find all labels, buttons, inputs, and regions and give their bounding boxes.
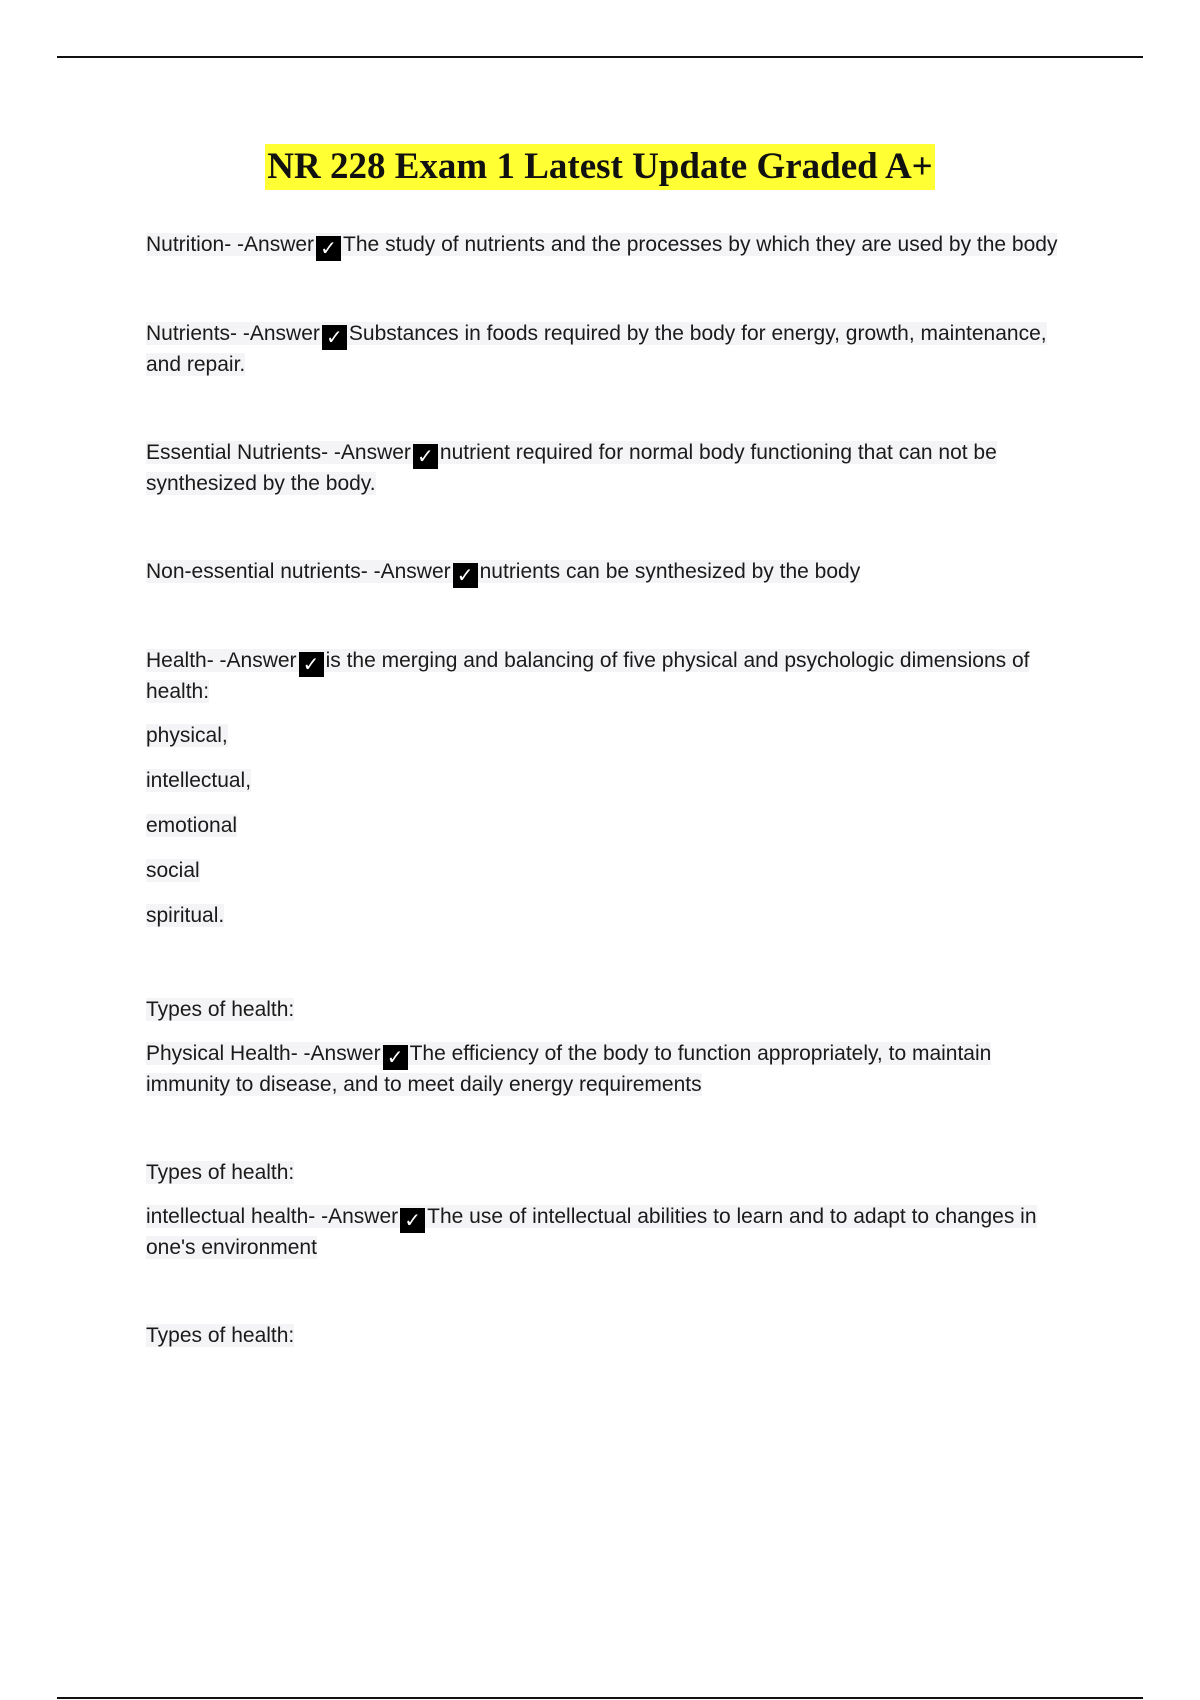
- list-item: social: [146, 859, 200, 882]
- checkmark-icon: ✓: [453, 563, 478, 588]
- card-definition: Substances in foods required by the body for energy, growth, maintenance, and repair.: [146, 322, 1047, 376]
- card-text: [146, 233, 1058, 260]
- card-definition: The efficiency of the body to function appropriately, to maintain immunity to disease, and to meet daily energy requirements: [146, 1042, 992, 1096]
- types-of-health-label: Types of health:: [146, 1324, 295, 1347]
- card-term: Nutrients- -Answer: [146, 322, 320, 345]
- checkmark-icon: ✓: [322, 325, 347, 350]
- flashcard-nutrition: [146, 230, 1076, 261]
- card-text: [146, 560, 861, 587]
- card-term: Essential Nutrients- -Answer: [146, 441, 411, 464]
- top-rule: [57, 56, 1143, 58]
- card-definition: The use of intellectual abilities to learn and to adapt to changes in one's environment: [146, 1205, 1037, 1259]
- card-text: [146, 322, 1047, 376]
- document-title: NR 228 Exam 1 Latest Update Graded A+: [265, 144, 935, 190]
- checkmark-icon: ✓: [383, 1045, 408, 1070]
- list-item: intellectual,: [146, 769, 252, 792]
- title-container: [0, 144, 1200, 190]
- types-of-health-label: Types of health:: [146, 1161, 295, 1184]
- document-body: [146, 230, 1076, 1365]
- flashcard-non-essential-nutrients: [146, 557, 1076, 588]
- card-term: Non-essential nutrients- -Answer: [146, 560, 451, 583]
- checkmark-icon: ✓: [299, 652, 324, 677]
- card-term: Physical Health- -Answer: [146, 1042, 381, 1065]
- flashcard-health: [146, 646, 1076, 707]
- types-of-health-label: Types of health:: [146, 998, 295, 1021]
- flashcard-essential-nutrients: [146, 438, 1076, 499]
- flashcard-physical-health: [146, 1039, 1076, 1100]
- checkmark-icon: ✓: [316, 236, 341, 261]
- card-term: Health- -Answer: [146, 649, 297, 672]
- bottom-rule: [57, 1697, 1143, 1699]
- card-definition: is the merging and balancing of five physical and psychologic dimensions of health:: [146, 649, 1030, 703]
- card-definition: The study of nutrients and the processes by which they are used by the body: [343, 233, 1058, 256]
- card-term: intellectual health- -Answer: [146, 1205, 399, 1228]
- card-term: Nutrition- -Answer: [146, 233, 315, 256]
- health-dimensions-list: [146, 721, 1076, 931]
- checkmark-icon: ✓: [400, 1208, 425, 1233]
- card-definition: nutrient required for normal body functioning that can not be synthesized by the body.: [146, 441, 997, 495]
- card-text: [146, 1042, 991, 1096]
- list-item: spiritual.: [146, 904, 225, 927]
- card-text: [146, 649, 1029, 703]
- flashcard-nutrients: [146, 319, 1076, 380]
- card-text: [146, 1205, 1037, 1259]
- list-item: physical,: [146, 724, 228, 747]
- list-item: emotional: [146, 814, 238, 837]
- checkmark-icon: ✓: [413, 444, 438, 469]
- card-text: [146, 441, 997, 495]
- flashcard-intellectual-health: [146, 1202, 1076, 1263]
- card-definition: nutrients can be synthesized by the body: [479, 560, 861, 583]
